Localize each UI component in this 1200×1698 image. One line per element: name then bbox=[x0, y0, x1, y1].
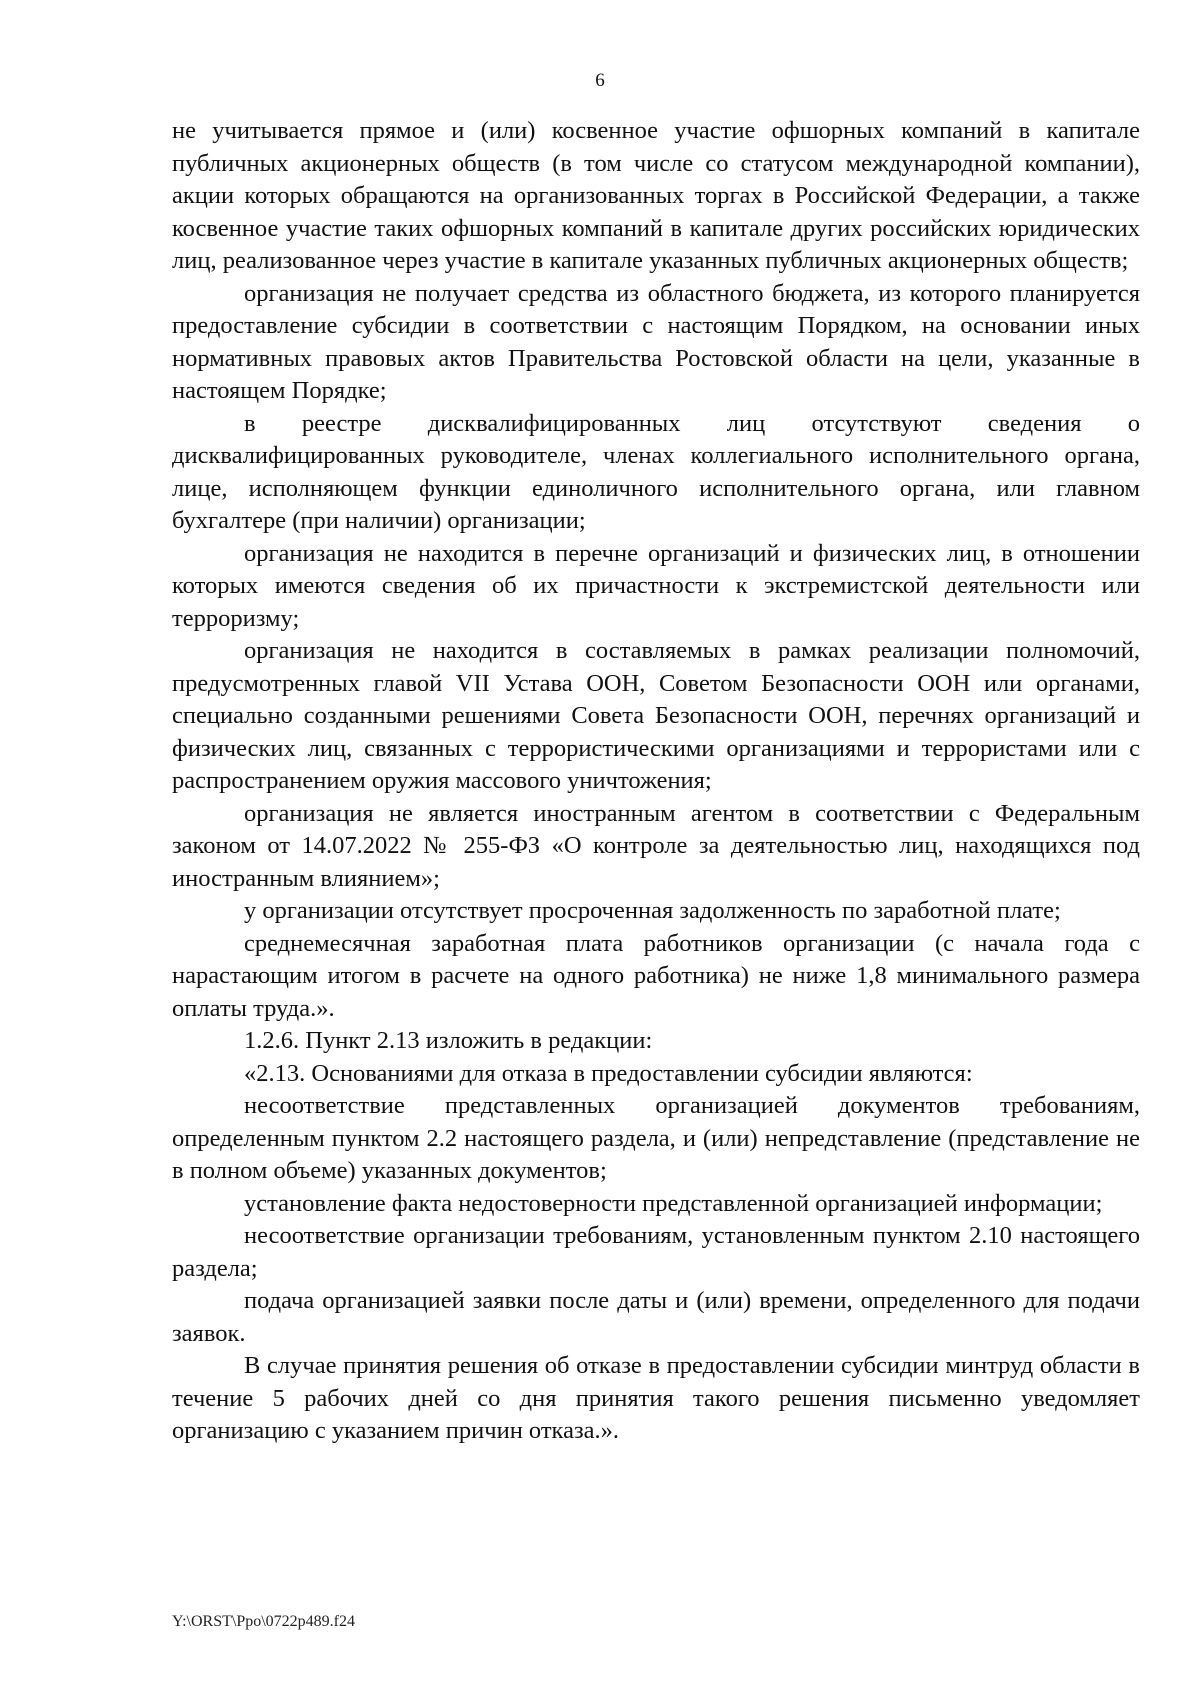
paragraph: несоответствие организации требованиям, установленным пунктом 2.10 настоящего раздела; bbox=[172, 1222, 1140, 1282]
paragraph: организация не является иностранным агентом в соответствии с Федеральным законом от 14.07.2022 № 255-ФЗ «О контроле за деятельностью лиц, находящихся под иностранным влиянием»; bbox=[172, 799, 1140, 892]
paragraph: не учитывается прямое и (или) косвенное участие офшорных компаний в капитале публичных акционерных обществ (в том числе со статусом международной компании), акции которых обращаются на организованных торгах в Российской Федерации, а также косвенное участие таких офшорных компаний в капитале других российских юридических лиц, реализованное через участие в капитале указанных публичных акционерных обществ; bbox=[172, 117, 1140, 274]
paragraph: «2.13. Основаниями для отказа в предоставлении субсидии являются: bbox=[244, 1059, 973, 1087]
paragraph: В случае принятия решения об отказе в предоставлении субсидии минтруд области в течение 5 рабочих дней со дня принятия такого решения письменно уведомляет организацию с указанием причин отказа.». bbox=[172, 1352, 1140, 1444]
paragraph: среднемесячная заработная плата работников организации (с начала года с нарастающим итогом в расчете на одного работника) не ниже 1,8 минимального размера оплаты труда.». bbox=[172, 929, 1140, 1022]
paragraph: в реестре дисквалифицированных лиц отсутствуют сведения о дисквалифицированных руководителе, членах коллегиального исполнительного органа, лице, исполняющем функции единоличного исполнительного органа, или главном бухгалтере (при наличии) организации; bbox=[172, 409, 1140, 534]
paragraph: установление факта недостоверности представленной организацией информации; bbox=[244, 1189, 1103, 1217]
paragraph: организация не находится в составляемых в рамках реализации полномочий, предусмотренных главой VII Устава ООН, Советом Безопасности ООН или органами, специально созданными решениями Совета Безопасности ООН, перечнях организаций и физических лиц, связанных с террористическими организациями и террористами или с распространением оружия массового уничтожения; bbox=[172, 637, 1140, 794]
page-number: 6 bbox=[595, 70, 605, 91]
paragraph: 1.2.6. Пункт 2.13 изложить в редакции: bbox=[244, 1027, 653, 1054]
paragraph: у организации отсутствует просроченная задолженность по заработной плате; bbox=[244, 897, 1061, 924]
paragraph: несоответствие представленных организацией документов требованиям, определенным пунктом 2.2 настоящего раздела, и (или) непредставление (представление не в полном объеме) указанных документов; bbox=[172, 1092, 1140, 1184]
paragraph: подача организацией заявки после даты и (или) времени, определенного для подачи заявок. bbox=[172, 1287, 1140, 1347]
document-body bbox=[172, 115, 1140, 1448]
paragraph: организация не находится в перечне организаций и физических лиц, в отношении которых имеются сведения об их причастности к экстремистской деятельности или терроризму; bbox=[172, 539, 1140, 632]
paragraph: организация не получает средства из областного бюджета, из которого планируется предоставление субсидии в соответствии с настоящим Порядком, на основании иных нормативных правовых актов Правительства Ростовской области на цели, указанные в настоящем Порядке; bbox=[172, 279, 1140, 404]
file-path-footer: Y:\ORST\Ppo\0722p489.f24 bbox=[172, 1613, 355, 1630]
